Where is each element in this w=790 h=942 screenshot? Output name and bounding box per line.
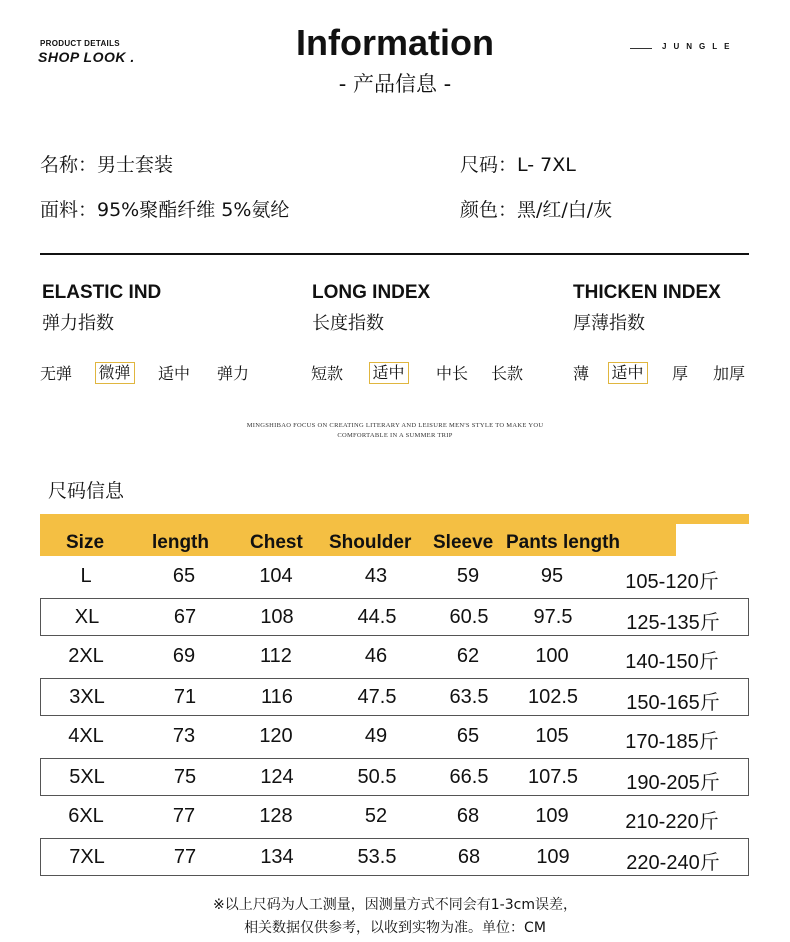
table-row: [40, 798, 749, 836]
long-option: 长款: [491, 364, 524, 383]
brand-name: SHOP LOOK .: [38, 49, 135, 65]
cell-pants-length: 109: [536, 846, 570, 868]
cell-sleeve: 60.5: [449, 606, 489, 628]
size-section-title: 尺码信息: [48, 480, 125, 502]
elastic-option: 弹力: [217, 364, 250, 383]
cell-shoulder: 46: [364, 645, 388, 667]
cell-chest: 134: [260, 846, 294, 868]
cell-shoulder: 43: [364, 565, 388, 587]
cell-chest: 120: [259, 725, 293, 747]
long-index-title: LONG INDEX: [312, 282, 431, 303]
cell-shoulder: 52: [364, 805, 388, 827]
table-row: [40, 838, 749, 876]
tagline-line: MINGSHIBAO FOCUS ON CREATING LITERARY AND LEISURE MEN'S STYLE TO MAKE YOU: [246, 422, 544, 429]
brand-tagline: [0, 421, 790, 441]
cell-weight: 220-240斤: [626, 852, 720, 874]
table-row: [40, 718, 749, 756]
cell-sleeve: 63.5: [449, 686, 489, 708]
cell-pants-length: 97.5: [533, 606, 573, 628]
col-header-length: length: [152, 532, 209, 553]
cell-size: 3XL: [69, 686, 105, 708]
cell-shoulder: 53.5: [357, 846, 397, 868]
product-colors: 颜色：黑/红/白/灰: [460, 199, 613, 221]
thicken-option: 薄: [573, 364, 590, 383]
cell-length: 69: [172, 645, 196, 667]
brand-subtitle: PRODUCT DETAILS: [40, 39, 120, 48]
cell-sleeve: 66.5: [449, 766, 489, 788]
table-row: [40, 678, 749, 716]
header-tail: [676, 524, 749, 556]
col-header-shoulder: Shoulder: [329, 532, 412, 553]
thicken-option: 厚: [672, 364, 689, 383]
table-row: [40, 598, 749, 636]
col-header-chest: Chest: [250, 532, 303, 553]
cell-size: 4XL: [68, 725, 104, 747]
cell-weight: 210-220斤: [625, 811, 719, 833]
product-name: 名称：男士套装: [40, 154, 174, 176]
elastic-option: 无弹: [40, 364, 73, 383]
cell-shoulder: 50.5: [357, 766, 397, 788]
thicken-option-selected: 适中: [608, 362, 648, 384]
measurement-note: 相关数据仅供参考，以收到实物为准。单位：CM: [244, 920, 546, 936]
cell-size: L: [80, 565, 92, 587]
cell-weight: 150-165斤: [626, 692, 720, 714]
cell-chest: 128: [259, 805, 293, 827]
cell-size: 7XL: [69, 846, 105, 868]
table-row: [40, 558, 749, 596]
col-header-pants-length: Pants length: [506, 532, 621, 553]
cell-weight: 125-135斤: [626, 612, 720, 634]
product-size-range: 尺码：L- 7XL: [460, 154, 576, 176]
cell-length: 67: [173, 606, 197, 628]
cell-sleeve: 68: [457, 846, 481, 868]
cell-sleeve: 62: [456, 645, 480, 667]
cell-length: 77: [173, 846, 197, 868]
cell-shoulder: 47.5: [357, 686, 397, 708]
table-row: [40, 638, 749, 676]
page-subtitle: - 产品信息 -: [338, 72, 452, 96]
cell-pants-length: 107.5: [527, 766, 579, 788]
cell-sleeve: 68: [456, 805, 480, 827]
cell-pants-length: 100: [535, 645, 569, 667]
cell-chest: 108: [260, 606, 294, 628]
col-header-sleeve: Sleeve: [433, 532, 494, 553]
cell-shoulder: 44.5: [357, 606, 397, 628]
cell-sleeve: 59: [456, 565, 480, 587]
cell-sleeve: 65: [456, 725, 480, 747]
cell-chest: 104: [259, 565, 293, 587]
section-divider: [40, 253, 749, 255]
cell-chest: 116: [261, 686, 293, 708]
tagline-line: COMFORTABLE IN A SUMMER TRIP: [337, 432, 453, 439]
cell-pants-length: 105: [535, 725, 569, 747]
cell-size: XL: [74, 606, 100, 628]
cell-shoulder: 49: [364, 725, 388, 747]
elastic-option-selected: 微弹: [95, 362, 135, 384]
cell-weight: 170-185斤: [625, 731, 719, 753]
cell-chest: 112: [260, 645, 292, 667]
thicken-index-title: THICKEN INDEX: [573, 282, 721, 303]
cell-pants-length: 95: [540, 565, 564, 587]
page-title: Information: [296, 22, 494, 63]
brand-tag: JUNGLE: [662, 42, 737, 51]
cell-size: 6XL: [68, 805, 104, 827]
cell-pants-length: 102.5: [527, 686, 579, 708]
cell-pants-length: 109: [535, 805, 569, 827]
long-option: 中长: [436, 364, 469, 383]
thicken-index-label: 厚薄指数: [573, 313, 645, 334]
cell-size: 5XL: [69, 766, 105, 788]
cell-weight: 190-205斤: [626, 772, 720, 794]
measurement-note: ※以上尺码为人工测量，因测量方式不同会有1-3cm误差，: [213, 897, 577, 913]
cell-length: 75: [173, 766, 197, 788]
elastic-index-title: ELASTIC IND: [42, 282, 162, 303]
product-material: 面料：95%聚酯纤维 5%氨纶: [40, 199, 290, 221]
cell-length: 65: [172, 565, 196, 587]
cell-size: 2XL: [68, 645, 104, 667]
cell-length: 73: [172, 725, 196, 747]
cell-length: 77: [172, 805, 196, 827]
elastic-option: 适中: [158, 364, 191, 383]
cell-length: 71: [173, 686, 197, 708]
thicken-option: 加厚: [713, 364, 746, 383]
long-option-selected: 适中: [369, 362, 409, 384]
long-index-label: 长度指数: [312, 313, 384, 334]
long-option: 短款: [311, 364, 344, 383]
col-header-size: Size: [66, 532, 105, 553]
elastic-index-label: 弹力指数: [42, 313, 114, 334]
cell-chest: 124: [260, 766, 294, 788]
table-row: [40, 758, 749, 796]
cell-weight: 105-120斤: [625, 571, 719, 593]
decorative-line: [630, 48, 652, 49]
cell-weight: 140-150斤: [625, 651, 719, 673]
